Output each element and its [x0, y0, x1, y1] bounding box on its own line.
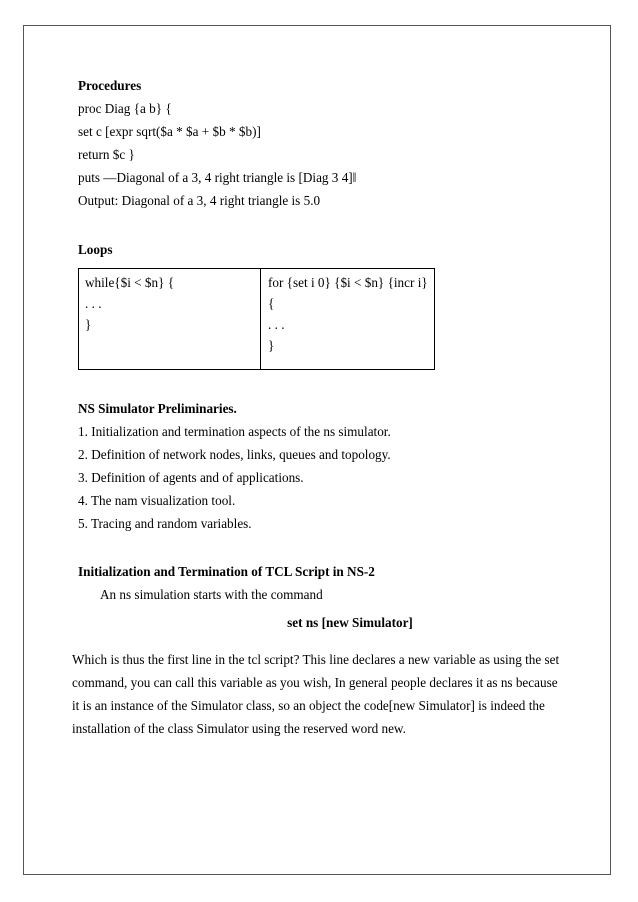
list-item: 4. The nam visualization tool. — [78, 493, 236, 508]
intro-line: An ns simulation starts with the command — [100, 587, 323, 602]
code-line: . . . — [268, 317, 285, 332]
init-term-heading: Initialization and Termination of TCL Script in NS-2 — [78, 564, 375, 579]
document-body — [78, 74, 578, 261]
ns-prelim-heading: NS Simulator Preliminaries. — [78, 401, 237, 416]
list-item: 5. Tracing and random variables. — [78, 516, 252, 531]
code-line: } — [268, 338, 275, 353]
code-line: } — [85, 317, 92, 332]
procedures-heading: Procedures — [78, 78, 142, 93]
code-line: puts ―Diagonal of a 3, 4 right triangle is [Diag 3 4]‖ — [78, 170, 357, 185]
paragraph-line: installation of the class Simulator using the reserved word new. — [72, 721, 406, 736]
paragraph-line: command, you can call this variable as you wish, In general people declares it as ns because — [72, 675, 558, 690]
code-line: for {set i 0} {$i < $n} {incr i} — [268, 275, 428, 290]
code-line: proc Diag {a b} { — [78, 101, 172, 116]
code-line: . . . — [85, 296, 102, 311]
code-line: while{$i < $n} { — [85, 275, 175, 290]
loops-heading: Loops — [78, 242, 113, 257]
paragraph-line: Which is thus the first line in the tcl script? This line declares a new variable as using the set — [72, 652, 560, 667]
while-loop-cell — [79, 269, 261, 369]
command-line: set ns [new Simulator] — [287, 615, 413, 630]
list-item: 2. Definition of network nodes, links, queues and topology. — [78, 447, 391, 462]
for-loop-cell — [261, 269, 434, 369]
code-line: return $c } — [78, 147, 135, 162]
code-line: { — [268, 296, 275, 311]
loops-table — [78, 268, 435, 370]
paragraph-line: it is an instance of the Simulator class, so an object the code[new Simulator] is indeed the — [72, 698, 545, 713]
output-line: Output: Diagonal of a 3, 4 right triangle is 5.0 — [78, 193, 321, 208]
ns-section — [72, 397, 578, 740]
code-line: set c [expr sqrt($a * $a + $b * $b)] — [78, 124, 261, 139]
list-item: 3. Definition of agents and of applications. — [78, 470, 304, 485]
list-item: 1. Initialization and termination aspects of the ns simulator. — [78, 424, 391, 439]
